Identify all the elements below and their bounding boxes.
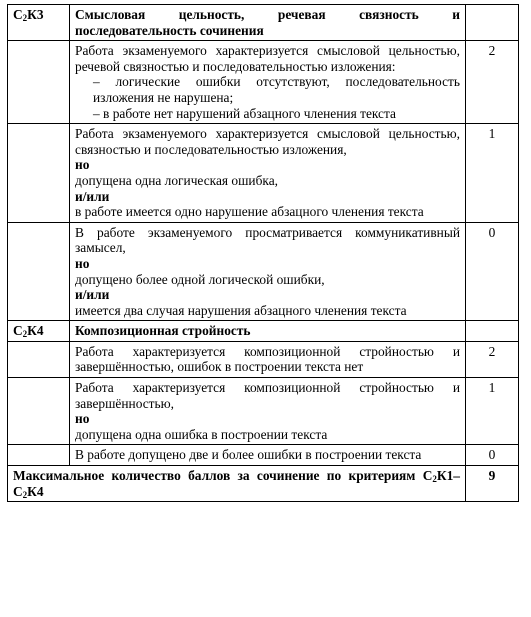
level-row bbox=[8, 378, 519, 445]
level-row bbox=[8, 341, 519, 377]
criterion-score-header bbox=[466, 5, 519, 41]
level-score: 1 bbox=[466, 124, 519, 223]
criterion-score-header bbox=[466, 321, 519, 342]
level-text: Работа экзаменуемого характеризуется смысловой цельностью, связностью и последовательностью изложения, bbox=[75, 126, 460, 157]
level-description bbox=[70, 378, 466, 445]
total-row bbox=[8, 466, 519, 502]
criterion-header-row bbox=[8, 5, 519, 41]
total-label-text: К1–С bbox=[13, 468, 460, 499]
level-text: допущена одна ошибка в построении текста bbox=[75, 426, 328, 442]
level-score: 0 bbox=[466, 222, 519, 321]
level-description bbox=[70, 445, 466, 466]
level-connector: но bbox=[75, 255, 90, 271]
level-score: 1 bbox=[466, 378, 519, 445]
criterion-code-subscript: 2 bbox=[22, 13, 28, 23]
criterion-title: Композиционная стройность bbox=[70, 321, 466, 342]
level-connector: но bbox=[75, 157, 90, 173]
level-text: в работе имеется одно нарушение абзацного членения текста bbox=[75, 204, 424, 220]
level-row bbox=[8, 41, 519, 124]
level-connector: и/или bbox=[75, 287, 110, 303]
level-code-cell bbox=[8, 222, 70, 321]
level-code-cell bbox=[8, 341, 70, 377]
level-score: 2 bbox=[466, 41, 519, 124]
criterion-code-letter: С bbox=[13, 323, 23, 339]
level-description bbox=[70, 222, 466, 321]
level-row bbox=[8, 124, 519, 223]
level-text: В работе экзаменуемого просматривается коммуникативный замысел, bbox=[75, 224, 460, 256]
total-score: 9 bbox=[466, 466, 519, 502]
total-label-text: Максимальное количество баллов за сочинение по критериям С bbox=[13, 468, 433, 484]
criterion-code-number: К4 bbox=[27, 323, 44, 339]
level-row bbox=[8, 445, 519, 466]
level-text: Работа характеризуется композиционной стройностью и завершённостью, bbox=[75, 380, 460, 411]
level-text: допущена одна логическая ошибка, bbox=[75, 172, 278, 188]
criterion-header-row bbox=[8, 321, 519, 342]
level-description bbox=[70, 341, 466, 377]
level-score: 0 bbox=[466, 445, 519, 466]
level-text: допущено более одной логической ошибки, bbox=[75, 271, 325, 287]
total-label-text: К4 bbox=[27, 483, 44, 499]
criterion-title: Смысловая цельность, речевая связность и последовательность сочинения bbox=[70, 5, 466, 41]
level-score: 2 bbox=[466, 341, 519, 377]
level-text: Работа экзаменуемого характеризуется смысловой цельностью, речевой связностью и последовательностью изложения: bbox=[75, 43, 460, 74]
criteria-table-body bbox=[8, 5, 519, 502]
criterion-code bbox=[8, 321, 70, 342]
level-code-cell bbox=[8, 445, 70, 466]
level-code-cell bbox=[8, 378, 70, 445]
level-bullet-item: – логические ошибки отсутствуют, последовательность изложения не нарушена; bbox=[93, 74, 460, 105]
level-bullet-item: – в работе нет нарушений абзацного членения текста bbox=[93, 105, 396, 121]
criteria-table bbox=[7, 4, 519, 502]
level-description bbox=[70, 124, 466, 223]
level-connector: и/или bbox=[75, 188, 110, 204]
criterion-code-subscript: 2 bbox=[22, 329, 28, 340]
criterion-code-letter: С bbox=[13, 7, 23, 22]
level-row bbox=[8, 222, 519, 321]
level-code-cell bbox=[8, 41, 70, 124]
level-text: имеется два случая нарушения абзацного членения текста bbox=[75, 302, 407, 318]
level-connector: но bbox=[75, 411, 90, 427]
criterion-code-number: К3 bbox=[27, 7, 44, 22]
total-label bbox=[8, 466, 466, 502]
level-description bbox=[70, 41, 466, 124]
total-label-subscript: 2 bbox=[22, 489, 28, 500]
level-code-cell bbox=[8, 124, 70, 223]
total-label-subscript: 2 bbox=[432, 474, 437, 485]
level-text: Работа характеризуется композиционной стройностью и завершённостью, ошибок в построении текста нет bbox=[75, 343, 460, 375]
criterion-code bbox=[8, 5, 70, 41]
level-text: В работе допущено две и более ошибки в построении текста bbox=[75, 447, 422, 463]
